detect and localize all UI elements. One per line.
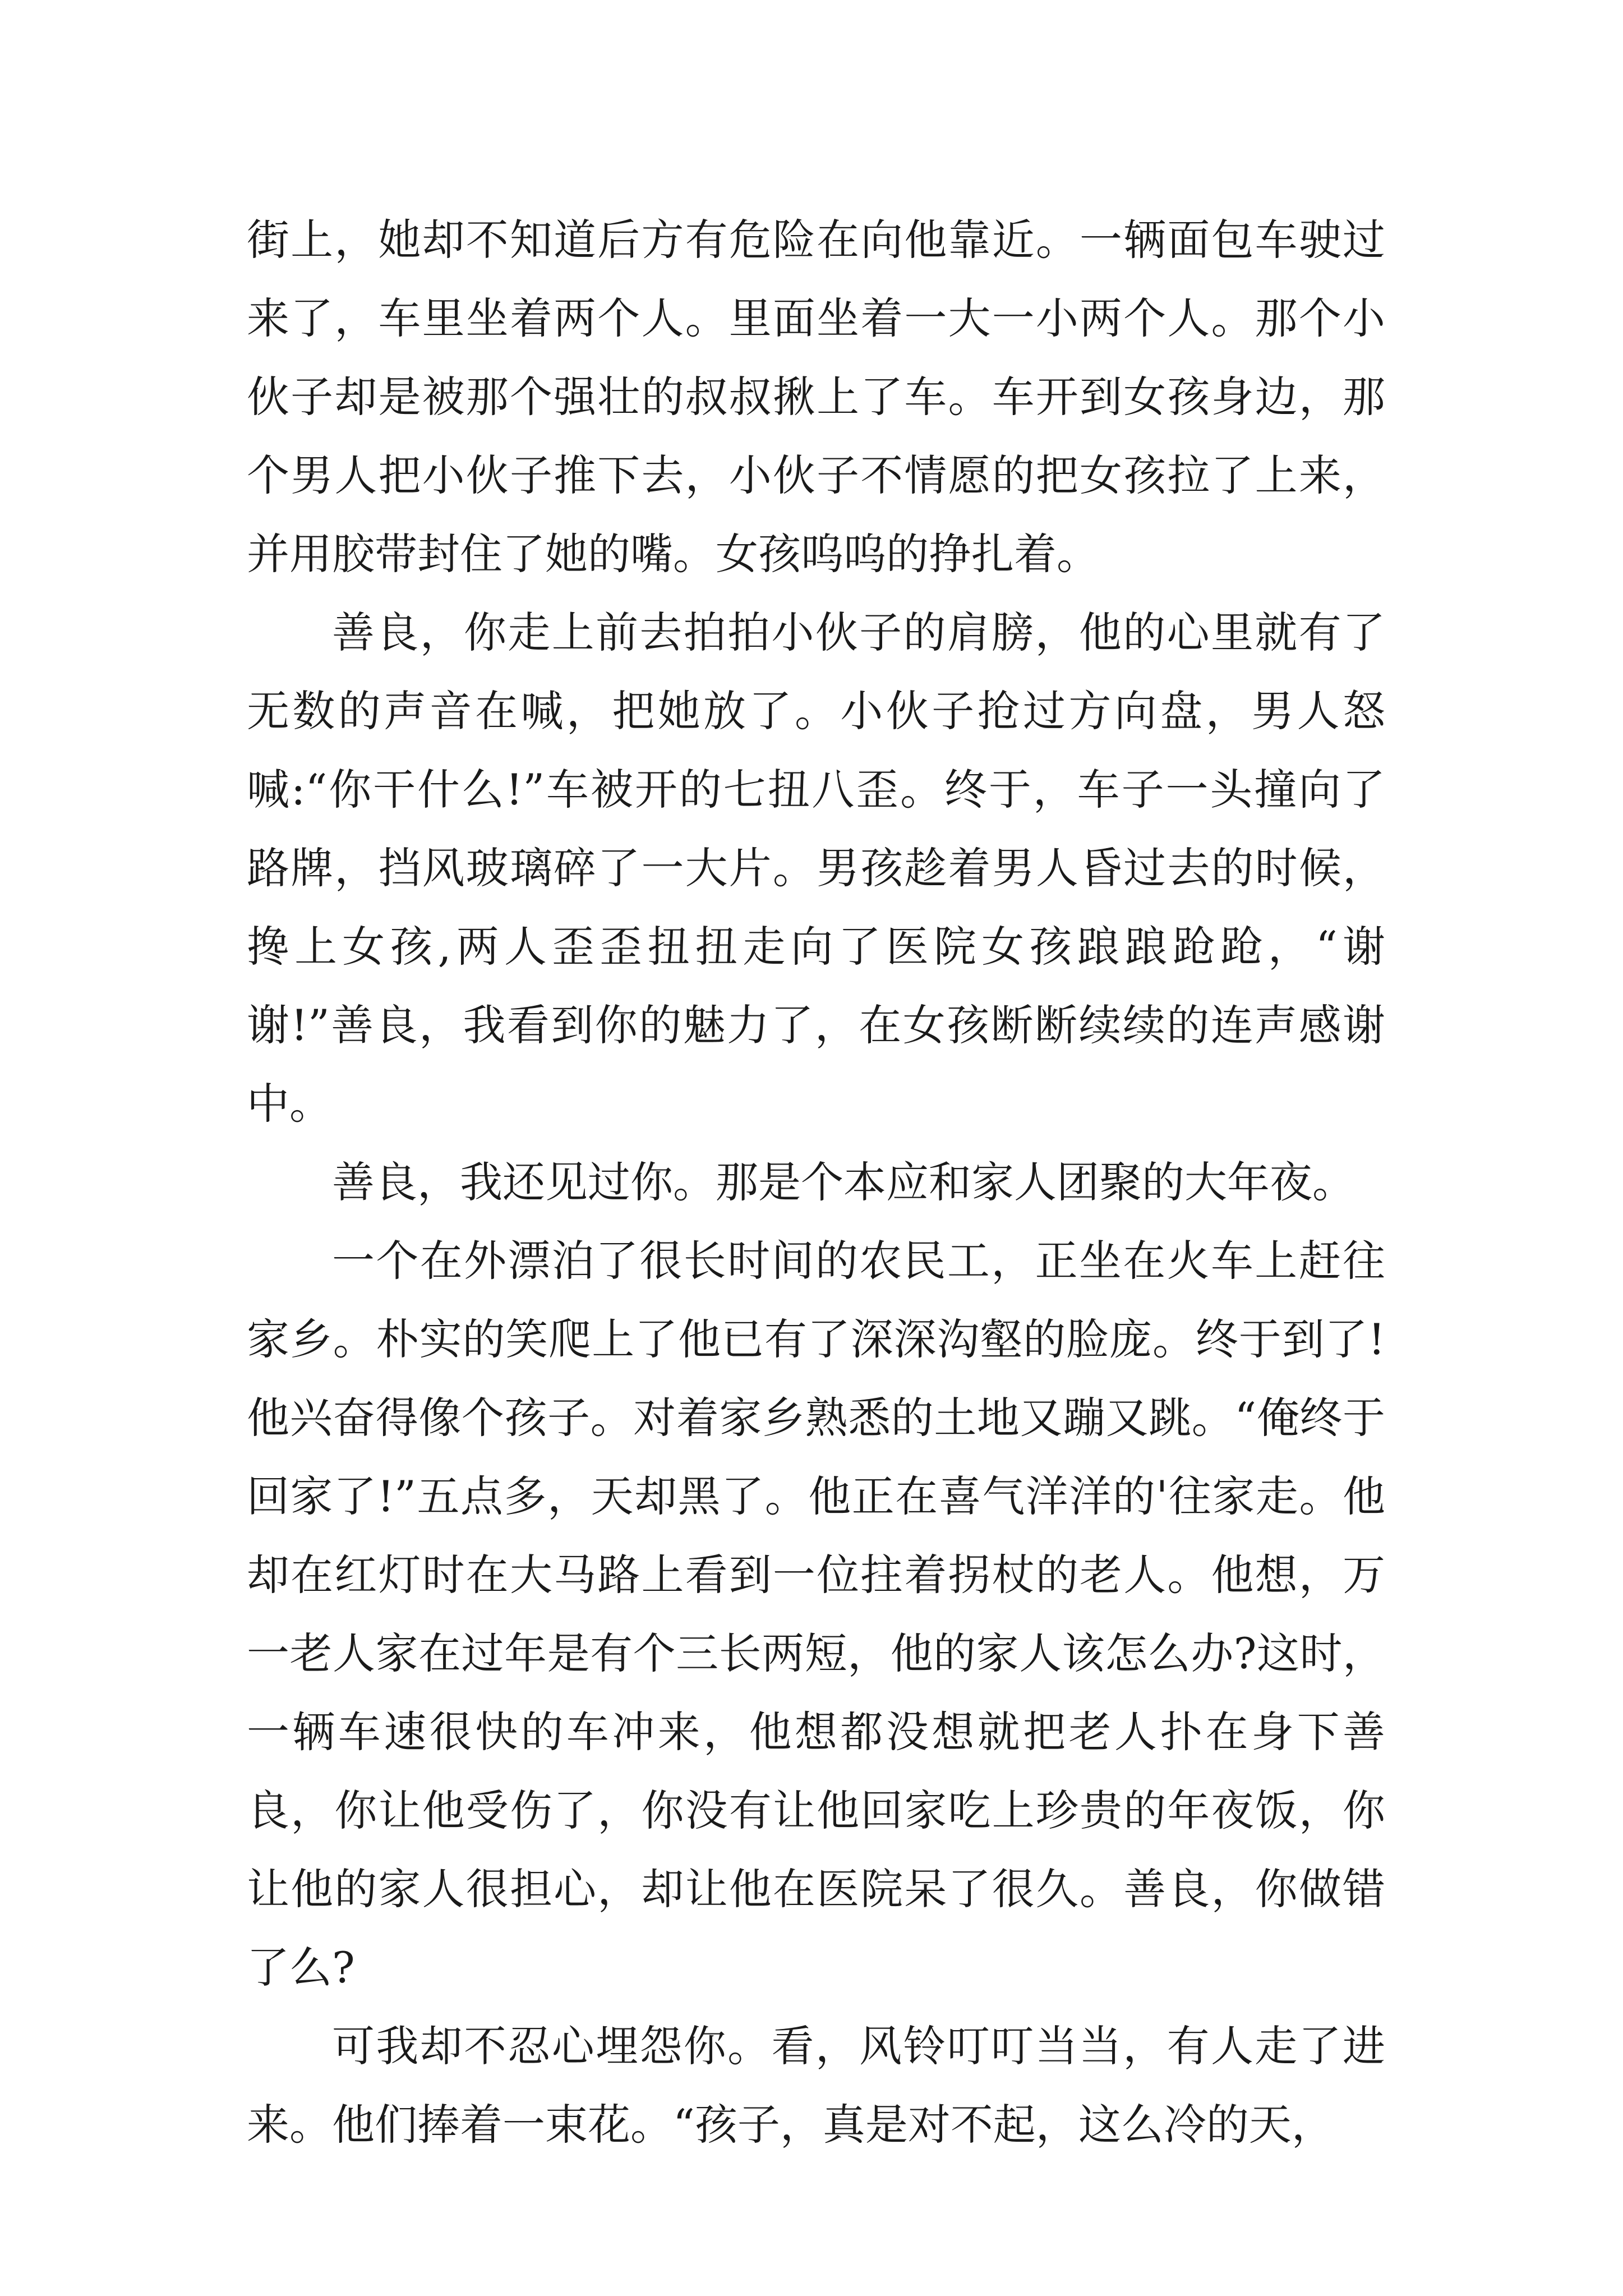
paragraph-5: 可我却不忍心埋怨你。看，风铃叮叮当当，有人走了进来。他们捧着一束花。“孩子，真是对不起，这么冷的天， bbox=[247, 2021, 1385, 2150]
paragraph-4: 一个在外漂泊了很长时间的农民工，正坐在火车上赶往家乡。朴实的笑爬上了他已有了深深沟壑的脸庞。终于到了!他兴奋得像个孩子。对着家乡熟悉的土地又蹦又跳。“俺终于回家了!”五点多，天却黑了。他正在喜气洋洋的'往家走。他却在红灯时在大马路上看到一位拄着拐杖的老人。他想，万一老人家在过年是有个三长两短，他的家人该怎么办?这时，一辆车速很快的车冲来，他想都没想就把老人扑在身下善良，你让他受伤了，你没有让他回家吃上珍贵的年夜饭，你让他的家人很担心，却让他在医院呆了很久。善良，你做错了么? bbox=[247, 1236, 1385, 1993]
paragraph-3: 善良，我还见过你。那是个本应和家人团聚的大年夜。 bbox=[332, 1157, 1355, 1207]
document-body bbox=[247, 201, 1385, 2164]
paragraph-1: 街上，她却不知道后方有危险在向他靠近。一辆面包车驶过来了，车里坐着两个人。里面坐着一大一小两个人。那个小伙子却是被那个强壮的叔叔揪上了车。车开到女孩身边，那个男人把小伙子推下去，小伙子不情愿的把女孩拉了上来，并用胶带封住了她的嘴。女孩呜呜的挣扎着。 bbox=[247, 215, 1385, 579]
paragraph-2: 善良，你走上前去拍拍小伙子的肩膀，他的心里就有了无数的声音在喊，把她放了。小伙子抢过方向盘，男人怒喊:“你干什么!”车被开的七扭八歪。终于，车子一头撞向了路牌，挡风玻璃碎了一大片。男孩趁着男人昏过去的时候，搀上女孩,两人歪歪扭扭走向了医院女孩踉踉跄跄，“谢谢!”善良，我看到你的魅力了，在女孩断断续续的连声感谢中。 bbox=[247, 608, 1385, 1129]
